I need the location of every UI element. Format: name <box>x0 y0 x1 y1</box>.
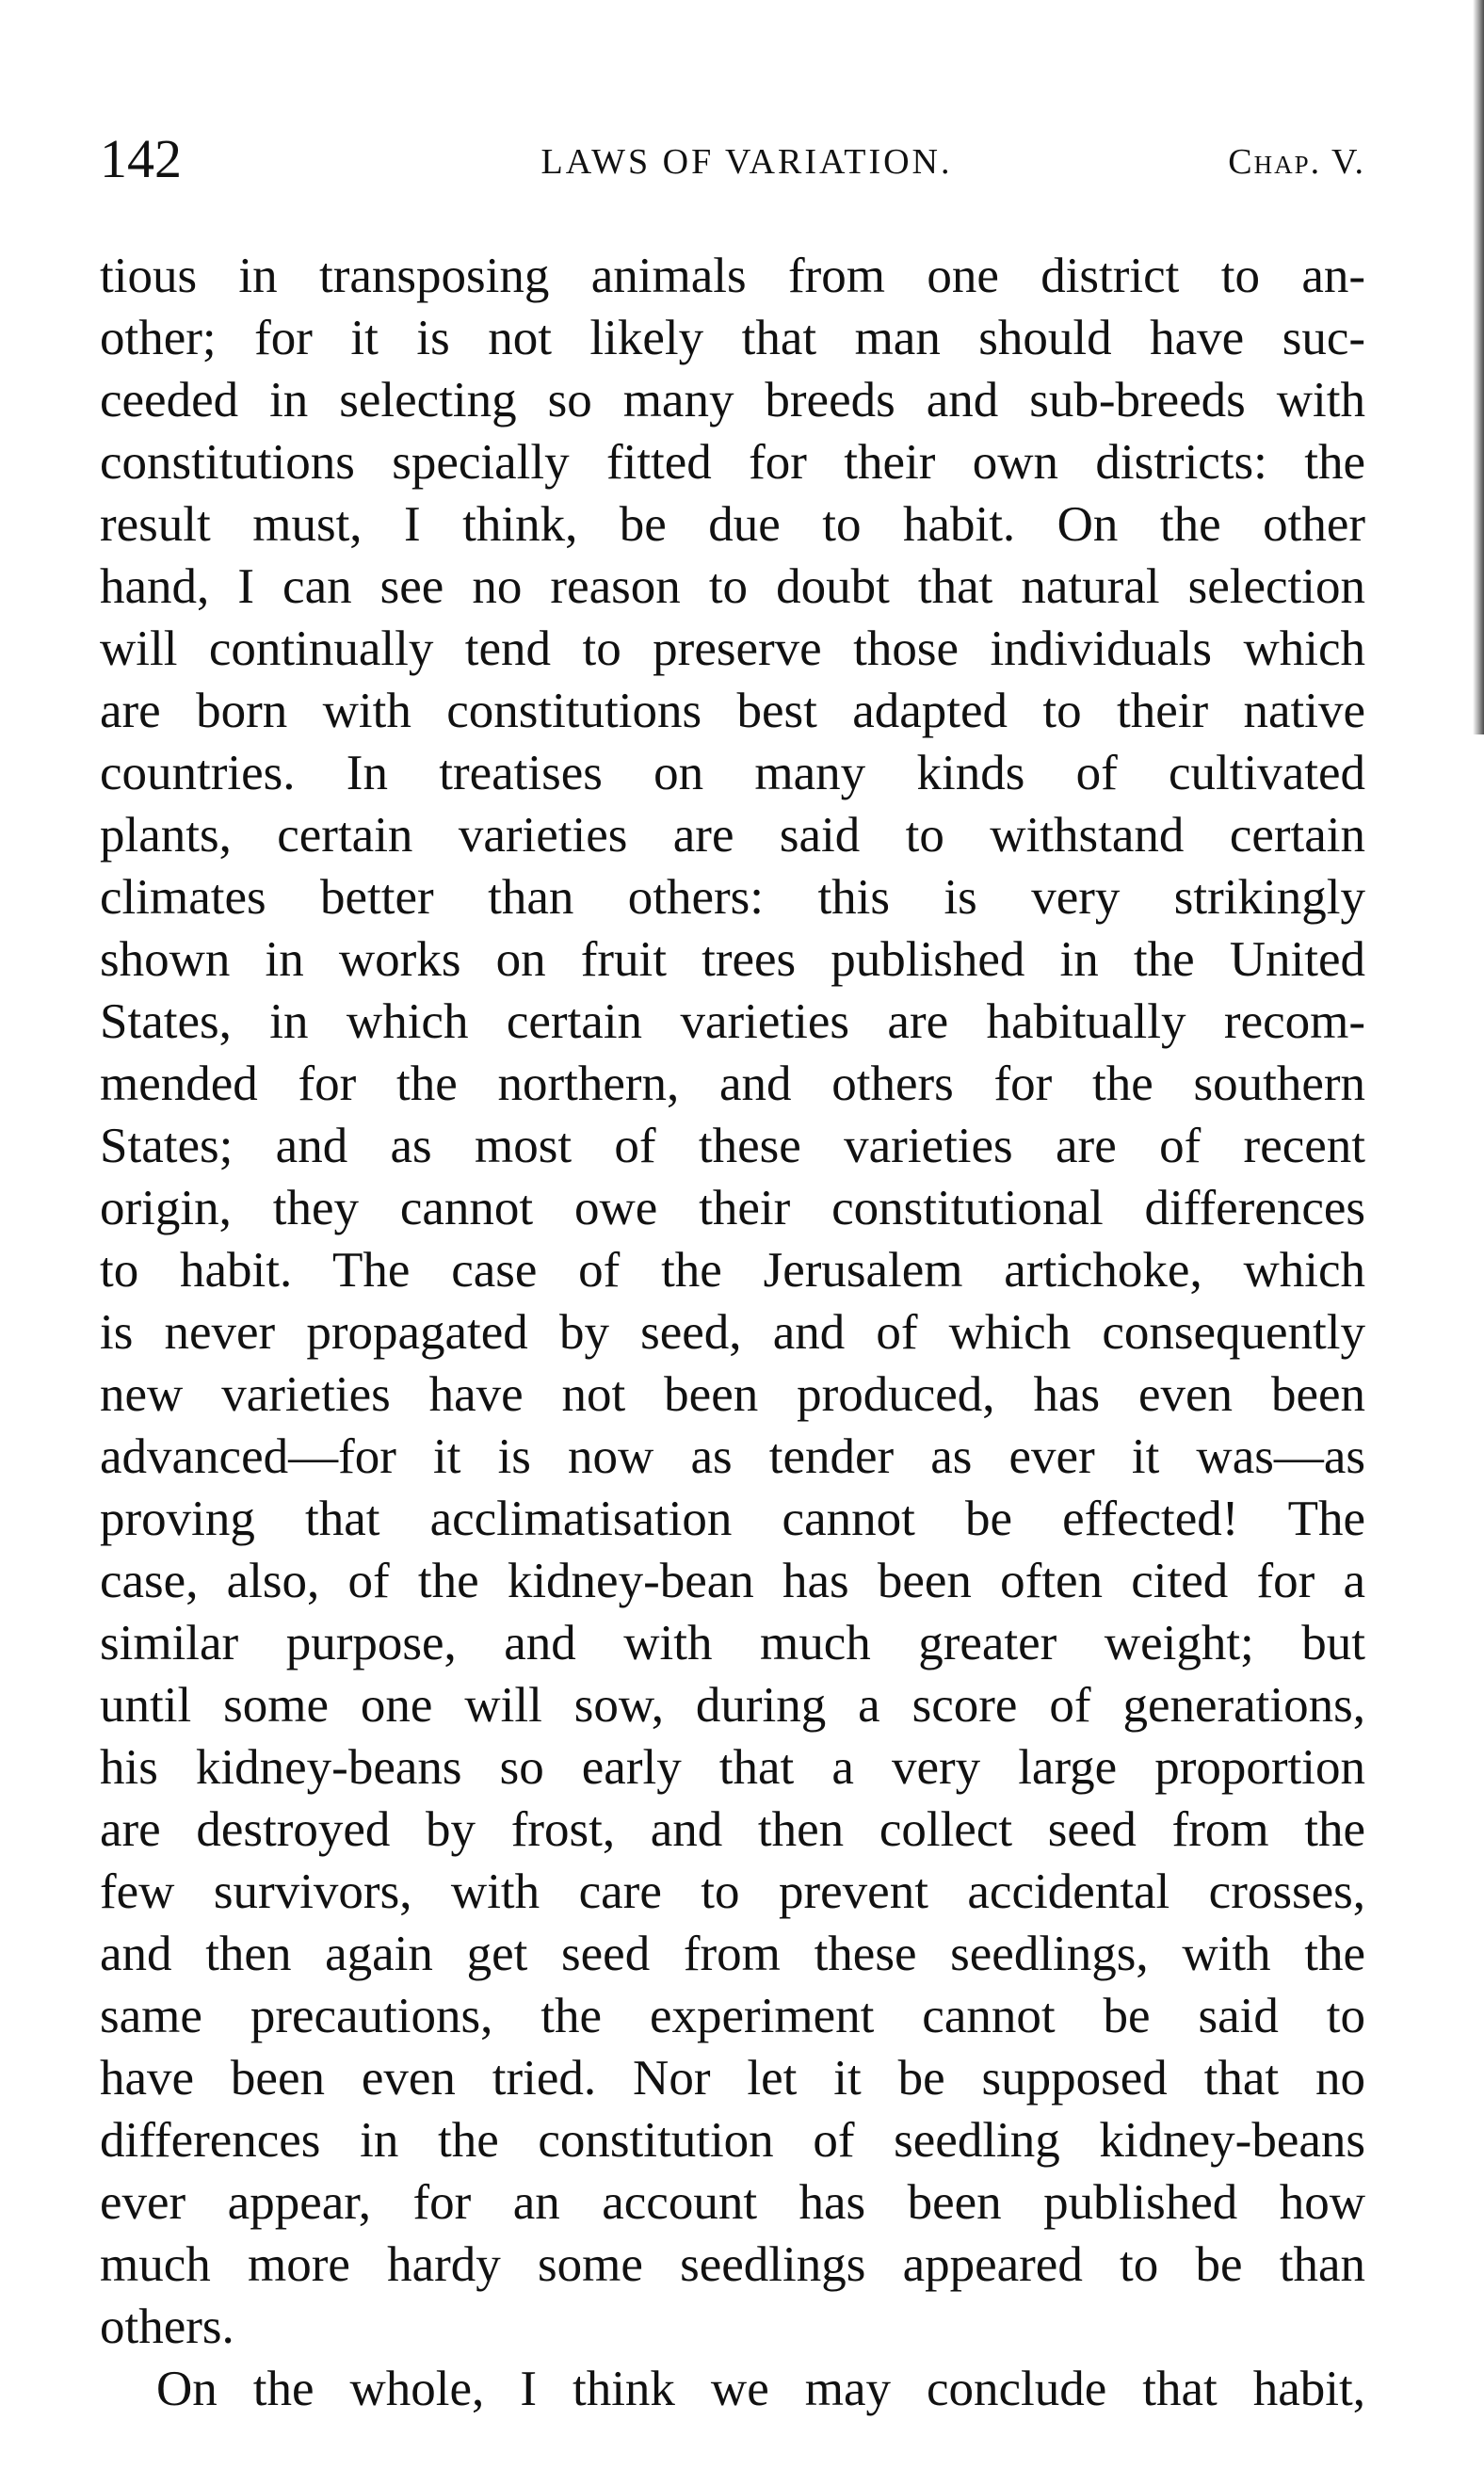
text-line: same precautions, the experiment cannot be said to <box>100 1989 1365 2043</box>
text-line: tious in transposing animals from one district to an- <box>100 249 1365 303</box>
paragraph-1 <box>100 245 1365 2358</box>
text-line: States, in which certain varieties are habitually recom- <box>100 994 1365 1049</box>
text-line: shown in works on fruit trees published in the United <box>100 932 1365 987</box>
chapter-label: Chap. V. <box>1228 142 1365 182</box>
text-line: until some one will sow, during a score of generations, <box>100 1678 1365 1733</box>
text-line: ceeded in selecting so many breeds and sub-breeds with <box>100 373 1365 428</box>
text-line: ever appear, for an account has been published how <box>100 2175 1365 2230</box>
text-line: his kidney-beans so early that a very large proportion <box>100 1740 1365 1795</box>
page-edge-shadow <box>1473 0 1484 734</box>
text-line: to habit. The case of the Jerusalem artichoke, which <box>100 1243 1365 1298</box>
text-line: is never propagated by seed, and of which consequently <box>100 1305 1365 1360</box>
text-line: much more hardy some seedlings appeared to be than <box>100 2237 1365 2292</box>
text-line: others. <box>100 2299 234 2354</box>
text-line: few survivors, with care to prevent accidental crosses, <box>100 1864 1365 1919</box>
text-line: mended for the northern, and others for the southern <box>100 1057 1365 1111</box>
text-line: are born with constitutions best adapted to their native <box>100 684 1365 738</box>
text-line: proving that acclimatisation cannot be effected! The <box>100 1492 1365 1546</box>
text-line: have been even tried. Nor let it be supposed that no <box>100 2051 1365 2106</box>
text-line: climates better than others: this is very strikingly <box>100 870 1365 925</box>
text-line: case, also, of the kidney-bean has been often cited for a <box>100 1554 1365 1608</box>
text-line: On the whole, I think we may conclude that habit, <box>156 2362 1365 2416</box>
running-title: LAWS OF VARIATION. <box>540 142 953 182</box>
body-text <box>100 245 1365 2420</box>
paragraph-2 <box>100 2358 1365 2420</box>
text-line: origin, they cannot owe their constitutional differences <box>100 1181 1365 1235</box>
text-line: constitutions specially fitted for their own districts: the <box>100 435 1365 490</box>
text-line: advanced—for it is now as tender as ever it was—as <box>100 1429 1365 1484</box>
text-line: hand, I can see no reason to doubt that natural selection <box>100 559 1365 614</box>
text-line: countries. In treatises on many kinds of cultivated <box>100 746 1365 800</box>
page-number: 142 <box>100 128 182 189</box>
text-line: are destroyed by frost, and then collect seed from the <box>100 1802 1365 1857</box>
text-line: differences in the constitution of seedling kidney-beans <box>100 2113 1365 2168</box>
text-line: States; and as most of these varieties are of recent <box>100 1119 1365 1173</box>
text-line: result must, I think, be due to habit. On the other <box>100 497 1365 552</box>
text-line: and then again get seed from these seedlings, with the <box>100 1927 1365 1981</box>
page-header <box>100 126 1365 192</box>
text-line: new varieties have not been produced, has even been <box>100 1367 1365 1422</box>
text-line: plants, certain varieties are said to withstand certain <box>100 808 1365 863</box>
text-line: similar purpose, and with much greater weight; but <box>100 1616 1365 1670</box>
text-line: will continually tend to preserve those individuals which <box>100 621 1365 676</box>
text-line: other; for it is not likely that man should have suc- <box>100 311 1365 365</box>
